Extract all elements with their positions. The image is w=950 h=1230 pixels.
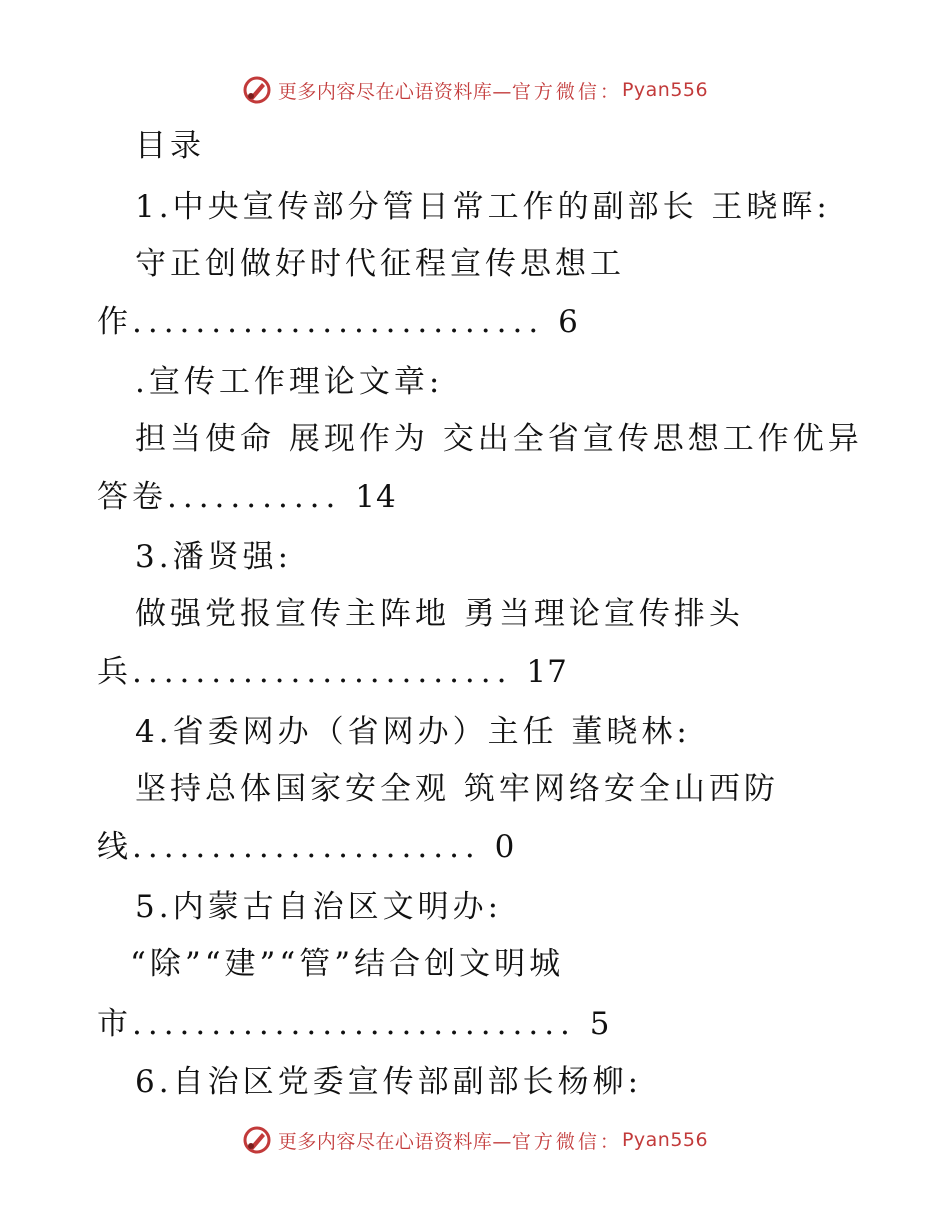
toc-entry-tail-line — [97, 827, 515, 867]
toc-page-number: 17 — [526, 654, 568, 690]
toc-entry-tail: 线 — [97, 829, 132, 865]
toc-entry-tail: 作 — [97, 304, 132, 340]
toc-entry-tail: 答卷 — [97, 479, 167, 515]
toc-entry-title: 守正创做好时代征程宣传思想工 — [135, 246, 625, 282]
toc-heading: 目录 — [135, 128, 205, 164]
toc-entry-title: 坚持总体国家安全观 筑牢网络安全山西防 — [135, 771, 779, 807]
toc-leader-dots: ............................ — [132, 1006, 576, 1042]
toc-leader-dots: ........................ — [132, 654, 513, 690]
toc-entry-tail-line — [97, 302, 579, 342]
watermark-wechat-label: 官方微信： — [511, 1130, 622, 1153]
watermark-text: 更多内容尽在心语资料库— — [277, 80, 512, 103]
toc-entry-title: “除”“建”“管”结合创文明城 — [130, 946, 565, 982]
watermark-banner-bottom — [0, 1120, 950, 1160]
toc-page-number: 0 — [494, 829, 516, 865]
toc-entry-tail: 兵 — [97, 654, 132, 690]
toc-leader-dots: ...................... — [132, 829, 481, 865]
toc-entry-label: 1.中央宣传部分管日常工作的副部长 王晓晖: — [135, 189, 831, 225]
watermark-wechat-label: 官方微信： — [511, 80, 622, 103]
toc-entry-label: 3.潘贤强: — [135, 539, 293, 575]
toc-entry-tail-line — [97, 652, 568, 692]
watermark-account: Pyan556 — [621, 79, 709, 101]
toc-leader-dots: ........... — [167, 479, 342, 515]
toc-entry-title: 担当使命 展现作为 交出全省宣传思想工作优异 — [135, 421, 863, 457]
toc-entry-tail-line — [97, 1004, 611, 1044]
toc-leader-dots: .......................... — [132, 304, 545, 340]
toc-entry-tail: 市 — [97, 1006, 132, 1042]
toc-page-number: 14 — [355, 479, 397, 515]
toc-page-number: 5 — [589, 1006, 611, 1042]
pen-seal-icon — [242, 75, 272, 105]
pen-seal-icon — [242, 1125, 272, 1155]
toc-entry-tail-line — [97, 477, 397, 517]
toc-page-number: 6 — [558, 304, 579, 340]
toc-entry-label: .宣传工作理论文章: — [135, 364, 444, 400]
toc-entry-label: 5.内蒙古自治区文明办: — [135, 889, 503, 925]
toc-entry-title: 做强党报宣传主阵地 勇当理论宣传排头 — [135, 596, 744, 632]
toc-entry-label: 4.省委网办（省网办）主任 董晓林: — [135, 714, 691, 750]
watermark-text: 更多内容尽在心语资料库— — [277, 1130, 512, 1153]
toc-entry-label: 6.自治区党委宣传部副部长杨柳: — [135, 1064, 643, 1100]
watermark-account: Pyan556 — [621, 1129, 709, 1151]
watermark-banner-top — [0, 70, 950, 110]
